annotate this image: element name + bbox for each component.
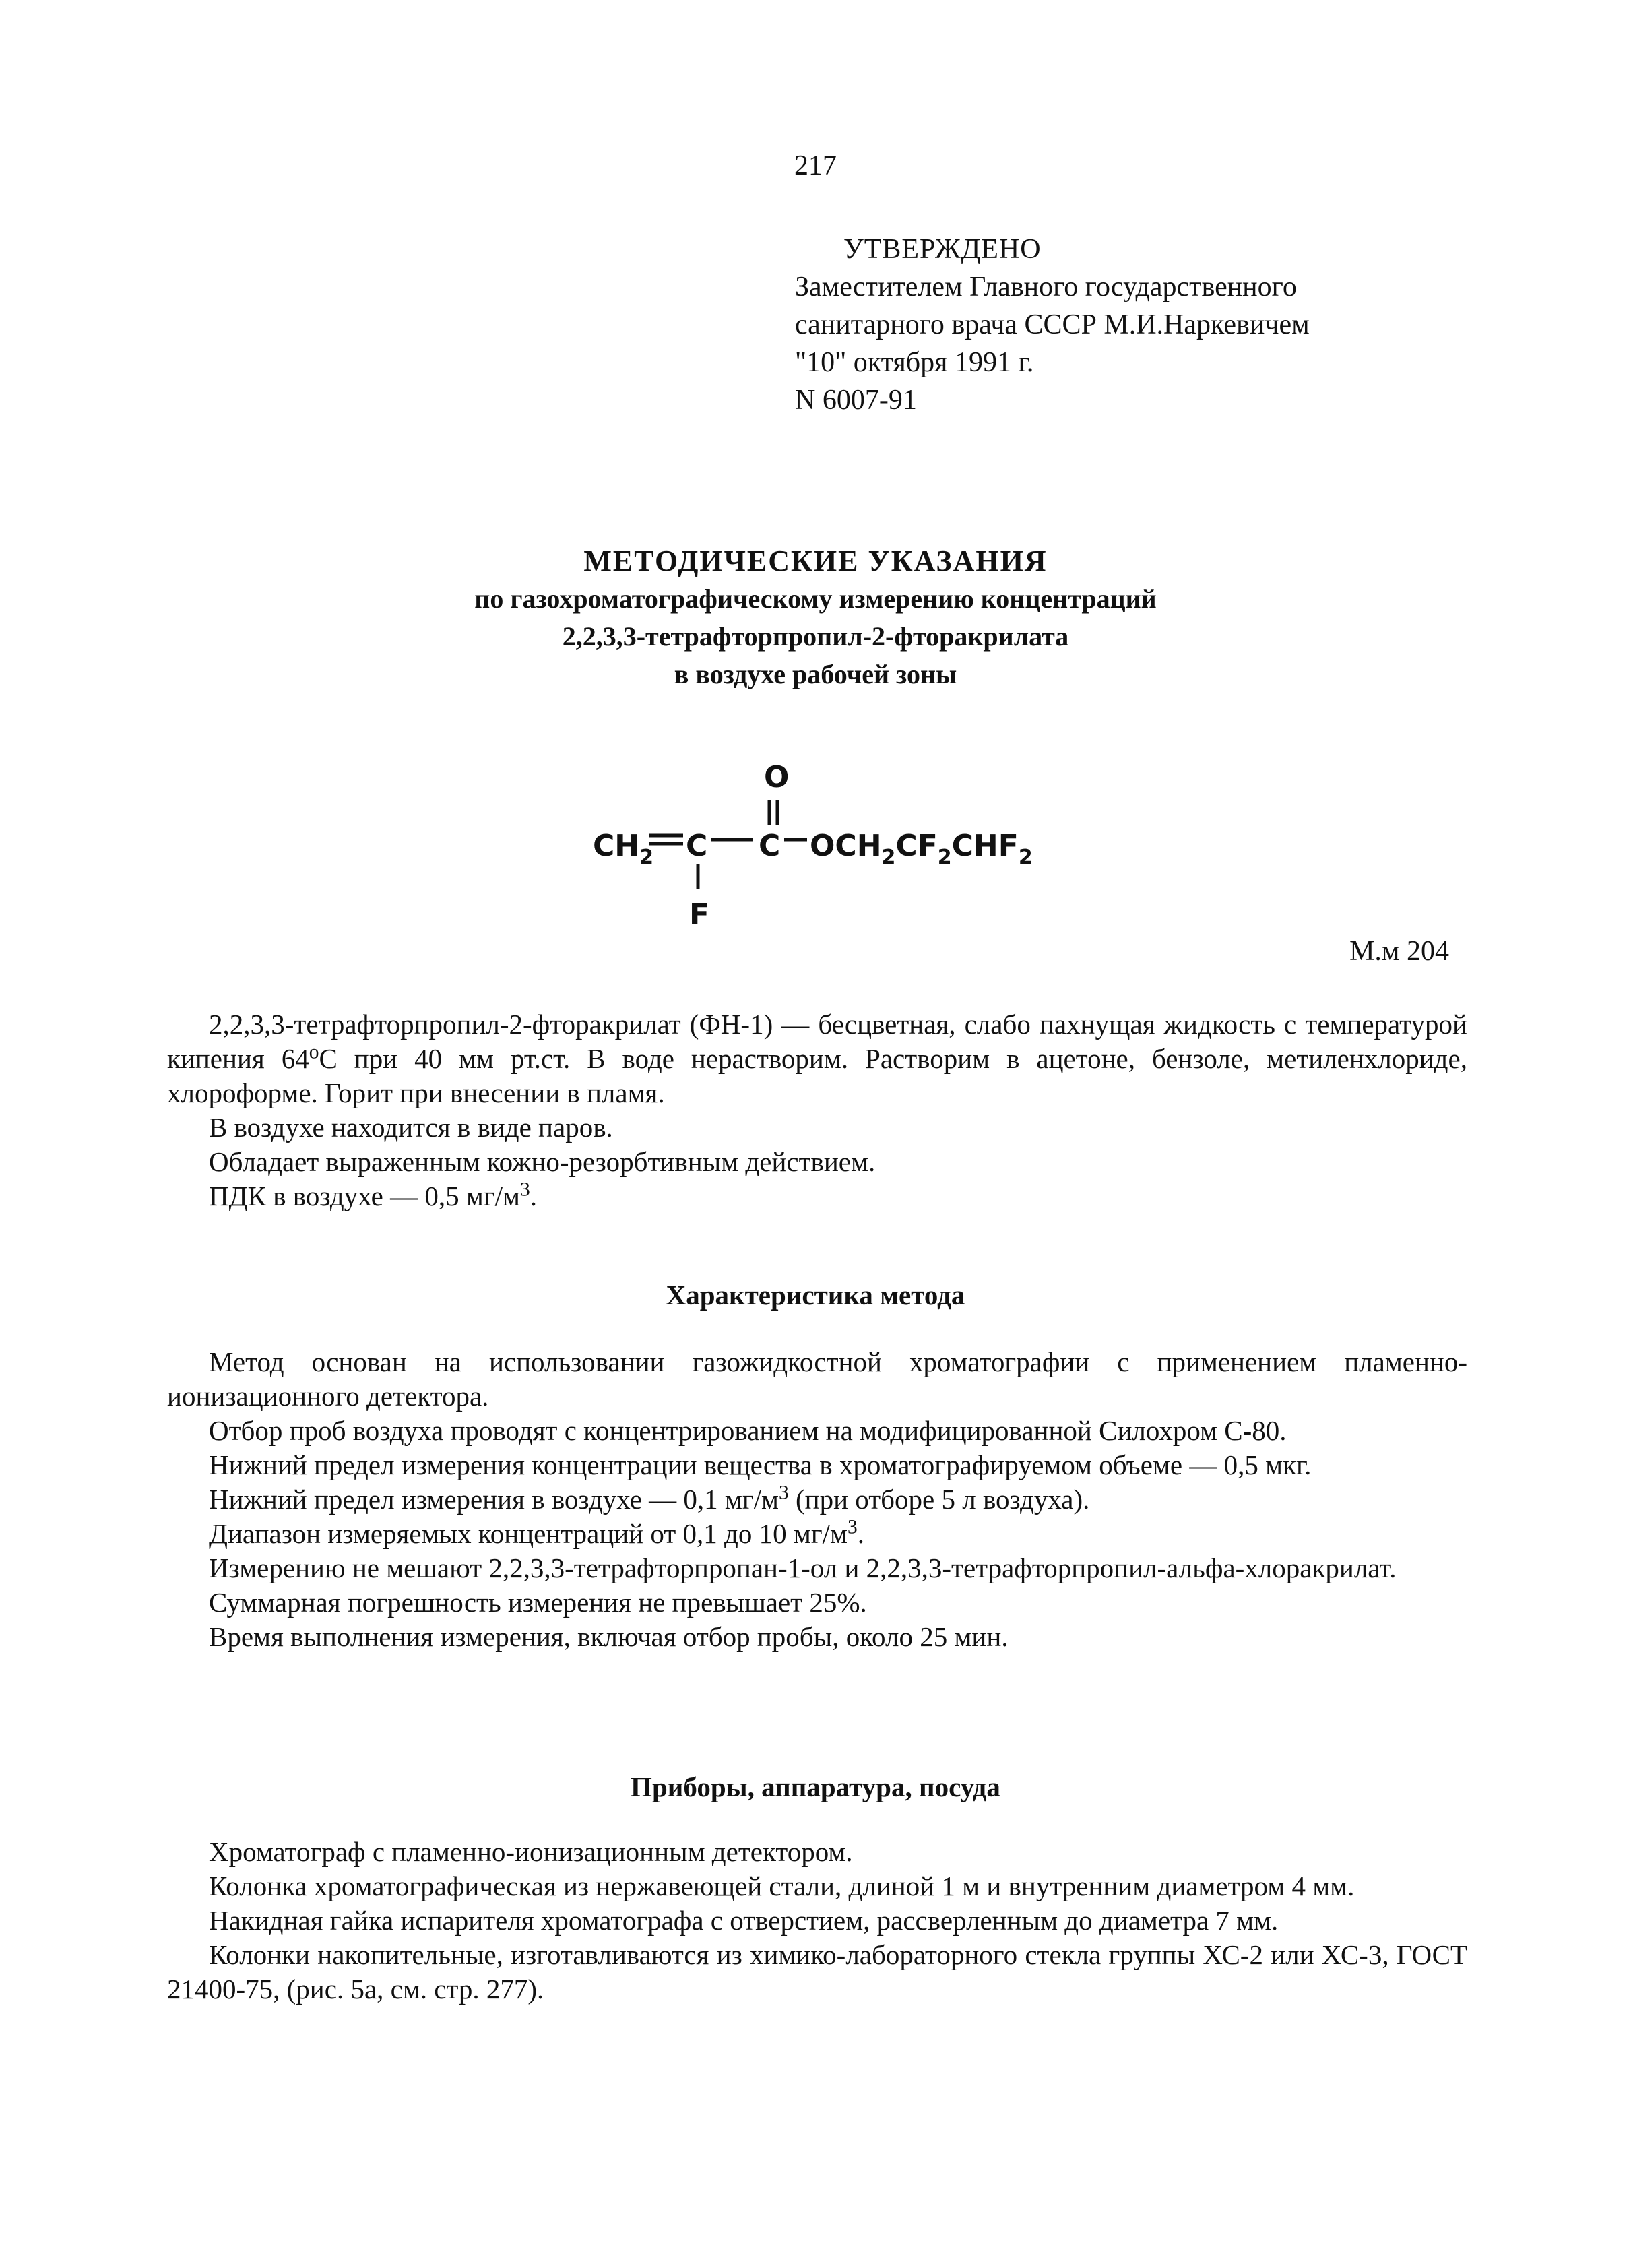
paragraph: Время выполнения измерения, включая отбор пробы, около 25 мин. <box>209 1621 1009 1652</box>
title-main: МЕТОДИЧЕСКИЕ УКАЗАНИЯ <box>583 544 1048 577</box>
approval-line: санитарного врача СССР М.И.Наркевичем <box>795 309 1310 340</box>
formula-carbon: C <box>686 829 708 863</box>
title-line: в воздухе рабочей зоны <box>674 659 957 689</box>
title-line: по газохроматографическому измерению концентраций <box>474 584 1157 614</box>
formula-ester-chain: $OCH_2CF_2CHF_2$ <box>810 829 1033 869</box>
paragraph: Колонки накопительные, изготавливаются из химико-лабораторного стекла группы ХС-2 или ХС-3, ГОСТ 21400-75, (рис. 5а, см. стр. 277). <box>167 1939 1467 2005</box>
paragraph: Отбор проб воздуха проводят с концентрированием на модифицированной Силохром С-80. <box>209 1415 1287 1446</box>
paragraph: В воздухе находится в виде паров. <box>209 1112 613 1143</box>
document-title <box>0 542 1631 693</box>
approval-block <box>795 230 1310 419</box>
paragraph: Нижний предел измерения концентрации вещества в хроматографируемом объеме — 0,5 мкг. <box>209 1449 1312 1480</box>
paragraph: Измерению не мешают 2,2,3,3-тетрафторпропан-1-ол и 2,2,3,3-тетрафторпропил-альфа-хлоракрилат. <box>209 1552 1397 1583</box>
structural-formula <box>593 755 1078 943</box>
formula-fluorine: F <box>689 897 710 932</box>
approval-stamp: УТВЕРЖДЕНО <box>843 234 1042 265</box>
formula-ch2: $CH_2$ <box>593 829 653 869</box>
title-line: 2,2,3,3-тетрафторпропил-2-фторакрилата <box>562 621 1069 652</box>
paragraph: Колонка хроматографическая из нержавеющей стали, длиной 1 м и внутренним диаметром 4 мм. <box>209 1870 1355 1901</box>
approval-line: Заместителем Главного государственного <box>795 272 1297 303</box>
page-number: 217 <box>794 150 837 181</box>
approval-number: N 6007-91 <box>795 385 917 416</box>
paragraph: Диапазон измеряемых концентраций от 0,1 до 10 $мг/м^3$. <box>209 1516 865 1549</box>
paragraph: 2,2,3,3-тетрафторпропил-2-фторакрилат (ФН-1) — бесцветная, слабо пахнущая жидкость с температурой кипения $64^оС$ при 40 мм рт.ст. В воде нерастворим. Растворим в ацетоне, бензоле, метиленхлориде, хлороформе. Горит при внесении в пламя. <box>167 1009 1467 1108</box>
approval-date: "10" октября 1991 г. <box>795 347 1034 378</box>
section-heading: Приборы, аппаратура, посуда <box>631 1771 1000 1802</box>
intro-text <box>167 1007 1467 1214</box>
paragraph: Накидная гайка испарителя хроматографа с отверстием, рассверленным до диаметра 7 мм. <box>209 1905 1279 1936</box>
paragraph: Обладает выраженным кожно-резорбтивным действием. <box>209 1146 876 1177</box>
paragraph: ПДК в воздухе — 0,5 $мг/м^3$. <box>209 1178 537 1211</box>
paragraph: Суммарная погрешность измерения не превышает 25%. <box>209 1587 867 1618</box>
formula-drawing <box>593 755 1078 943</box>
section-method-text <box>167 1345 1467 1654</box>
formula-carbon: C <box>759 829 781 863</box>
paragraph: Нижний предел измерения в воздухе — 0,1 $мг/м^3$ (при отборе 5 л воздуха). <box>209 1482 1090 1515</box>
section-equipment-text <box>167 1835 1467 2007</box>
paragraph: Хроматограф с пламенно-ионизационным детектором. <box>209 1836 853 1867</box>
paragraph: Метод основан на использовании газожидкостной хроматографии с применением пламенно-ионизационного детектора. <box>167 1346 1467 1412</box>
section-heading: Характеристика метода <box>666 1280 965 1311</box>
molecular-mass: М.м 204 <box>1349 936 1449 967</box>
formula-oxygen: O <box>764 760 790 794</box>
